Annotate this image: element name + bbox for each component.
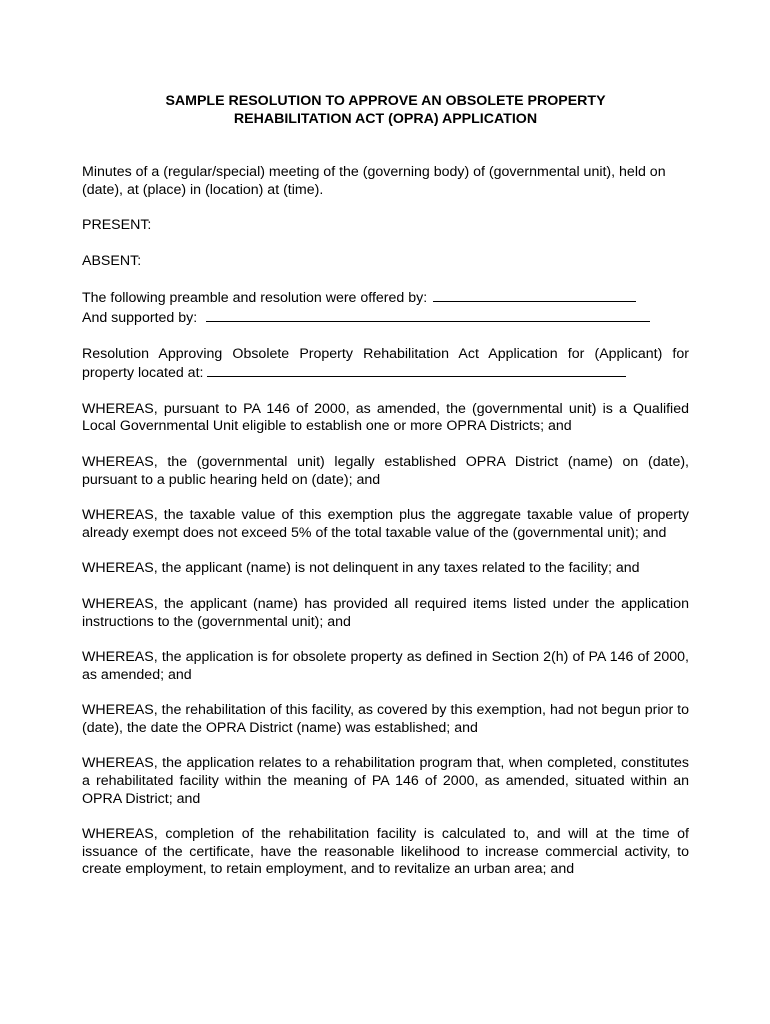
document-title bbox=[82, 93, 689, 128]
whereas-4: WHEREAS, the applicant (name) is not delinquent in any taxes related to the facility; and bbox=[82, 560, 640, 577]
title-line-2: REHABILITATION ACT (OPRA) APPLICATION bbox=[233, 110, 538, 127]
whereas-5: WHEREAS, the applicant (name) has provided all required items listed under the application instructions to the (governmental unit); and bbox=[82, 595, 689, 630]
supported-by-blank[interactable] bbox=[206, 308, 650, 322]
whereas-7: WHEREAS, the rehabilitation of this facility, as covered by this exemption, had not begun prior to (date), the date the OPRA District (name) was established; and bbox=[82, 702, 689, 736]
whereas-1: WHEREAS, pursuant to PA 146 of 2000, as amended, the (governmental unit) is a Qualified Local Governmental Unit eligible to establish one or more OPRA Districts; and bbox=[82, 400, 689, 435]
offered-by-blank[interactable] bbox=[433, 288, 636, 302]
supported-by-label: And supported by: bbox=[82, 309, 198, 326]
whereas-8: WHEREAS, the application relates to a rehabilitation program that, when completed, constitutes a rehabilitated facility within the meaning of PA 146 of 2000, as amended, situated within an OPRA District; and bbox=[82, 755, 689, 807]
supported-by-line bbox=[82, 308, 689, 328]
present-label: PRESENT: bbox=[82, 217, 152, 234]
whereas-2: WHEREAS, the (governmental unit) legally established OPRA District (name) on (date), pursuant to a public hearing held on (date); and bbox=[82, 453, 689, 488]
offered-by-label: The following preamble and resolution were offered by: bbox=[82, 290, 428, 307]
title-line-1: SAMPLE RESOLUTION TO APPROVE AN OBSOLETE PROPERTY bbox=[165, 93, 606, 109]
minutes-paragraph: Minutes of a (regular/special) meeting of the (governing body) of (governmental unit), held on (date), at (place) in (location) at (time). bbox=[82, 164, 666, 198]
property-location-blank[interactable] bbox=[207, 363, 626, 377]
whereas-9: WHEREAS, completion of the rehabilitation facility is calculated to, and will at the time of issuance of the certificate, have the reasonable likelihood to increase commercial activity, to create employment, to retain employment, and to revitalize an urban area; and bbox=[82, 826, 689, 878]
absent-label: ABSENT: bbox=[82, 252, 142, 269]
whereas-3: WHEREAS, the taxable value of this exemption plus the aggregate taxable value of property already exempt does not exceed 5% of the total taxable value of the (governmental unit); and bbox=[82, 507, 689, 541]
resolution-intro-text: Resolution Approving Obsolete Property Rehabilitation Act Application for (Applicant) for property located at: bbox=[82, 345, 689, 382]
offered-by-line bbox=[82, 288, 689, 308]
whereas-6: WHEREAS, the application is for obsolete property as defined in Section 2(h) of PA 146 of 2000, as amended; and bbox=[82, 649, 689, 683]
document-page bbox=[82, 93, 689, 879]
resolution-intro bbox=[82, 346, 689, 383]
